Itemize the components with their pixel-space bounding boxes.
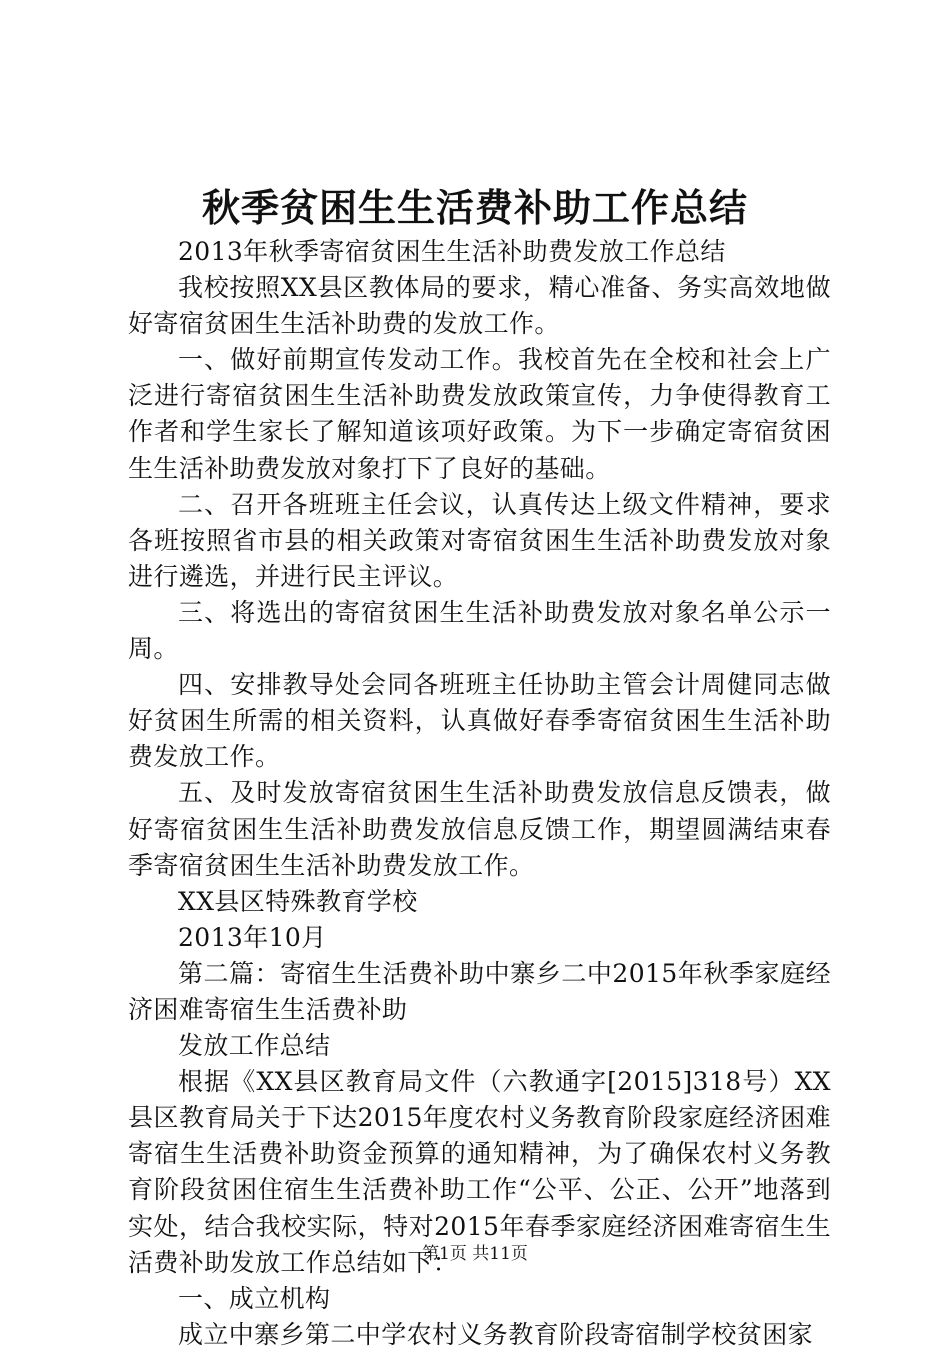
paragraph-item-3: 三、将选出的寄宿贫困生生活补助费发放对象名单公示一周。	[128, 597, 831, 664]
document-body	[128, 234, 831, 1353]
page-footer: 第1页 共11页	[422, 1244, 528, 1264]
paragraph-item-1: 一、做好前期宣传发动工作。我校首先在全校和社会上广泛进行寄宿贫困生生活补助费发放政策宣传，力争使得教育工作者和学生家长了解知道该项好政策。为下一步确定寄宿贫困生生活补助费发放对象打下了良好的基础。	[128, 345, 831, 483]
paragraph-intro: 我校按照XX县区教体局的要求，精心准备、务实高效地做好寄宿贫困生生活补助费的发放工作。	[128, 273, 831, 339]
paragraph-section-2-item-1: 一、成立机构	[178, 1283, 331, 1313]
signature-school: XX县区特殊教育学校	[178, 886, 418, 916]
document-title: 秋季贫困生生活费补助工作总结	[201, 185, 748, 230]
paragraph-section-2-heading: 第二篇：寄宿生生活费补助中寨乡二中2015年秋季家庭经济困难寄宿生生活费补助	[128, 958, 831, 1024]
paragraph-item-2: 二、召开各班班主任会议，认真传达上级文件精神，要求各班按照省市县的相关政策对寄宿贫困生生活补助费发放对象进行遴选，并进行民主评议。	[128, 489, 831, 591]
paragraph-item-5: 五、及时发放寄宿贫困生生活补助费发放信息反馈表，做好寄宿贫困生生活补助费发放信息反馈工作，期望圆满结束春季寄宿贫困生生活补助费发放工作。	[128, 778, 831, 880]
paragraph-section-2-body: 根据《XX县区教育局文件（六教通字[2015]318号）XX县区教育局关于下达2015年度农村义务教育阶段家庭经济困难寄宿生生活费补助资金预算的通知精神，为了确保农村义务教育阶段贫困住宿生生活费补助工作“公平、公正、公开”地落到实处，结合我校实际，特对2015年春季家庭经济困难寄宿生生活费补助发放工作总结如下：	[128, 1067, 831, 1277]
paragraph-item-4: 四、安排教导处会同各班班主任协助主管会计周健同志做好贫困生所需的相关资料，认真做好春季寄宿贫困生生活补助费发放工作。	[128, 670, 831, 772]
paragraph-subtitle: 2013年秋季寄宿贫困生生活补助费发放工作总结	[178, 237, 726, 266]
signature-date: 2013年10月	[178, 922, 327, 952]
paragraph-section-2-subheading: 发放工作总结	[178, 1031, 331, 1061]
paragraph-section-2-continued: 成立中寨乡第二中学农村义务教育阶段寄宿制学校贫困家	[178, 1319, 814, 1349]
